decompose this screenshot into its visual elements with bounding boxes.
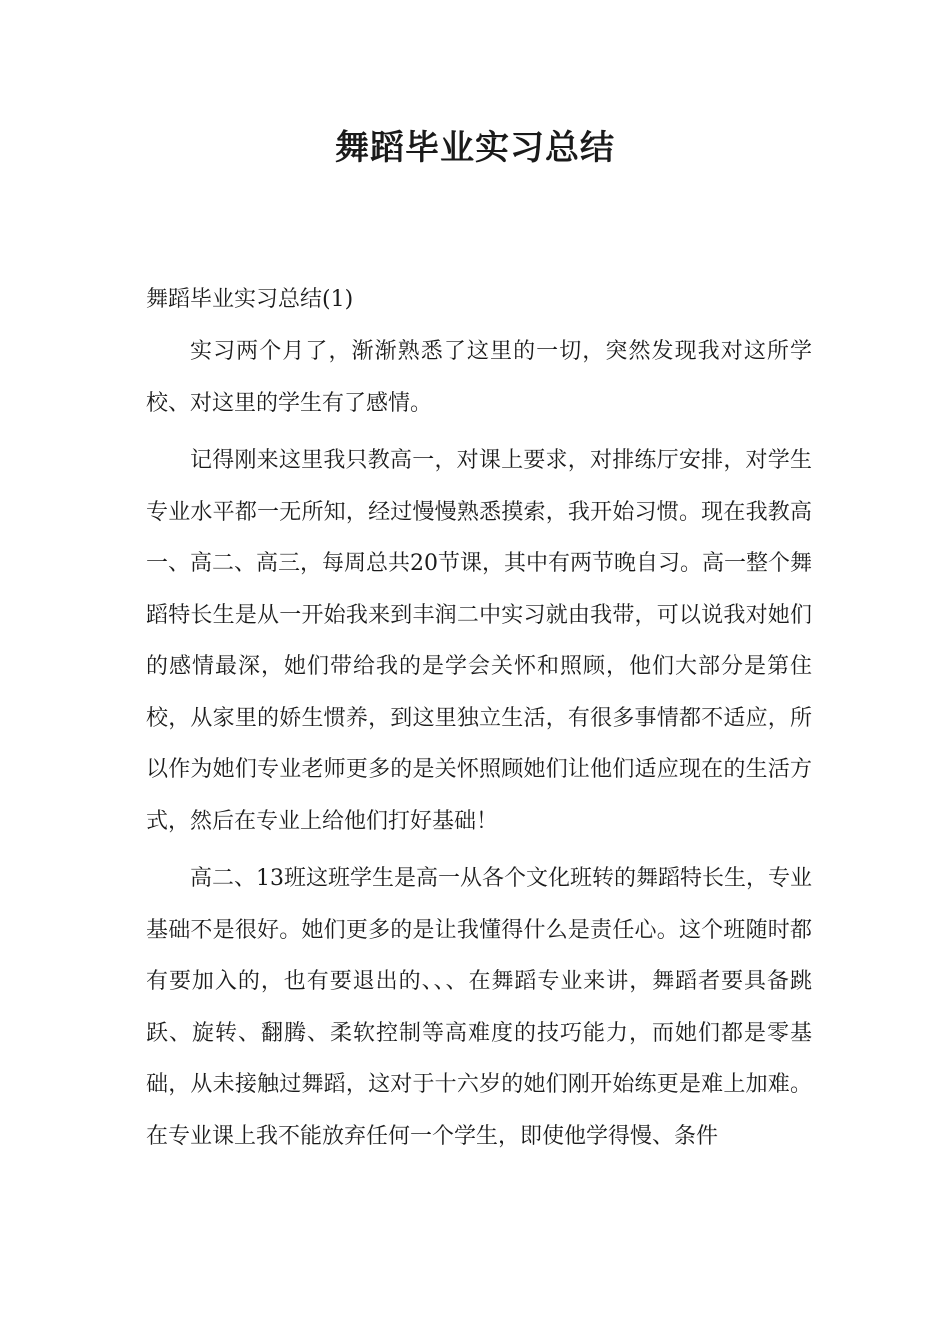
paragraph-1: 实习两个月了，渐渐熟悉了这里的一切，突然发现我对这所学校、对这里的学生有了感情。 [146, 339, 812, 416]
paragraph-3: 高二、13班这班学生是高一从各个文化班转的舞蹈特长生，专业基础不是很好。她们更多的是让我懂得什么是责任心。这个班随时都有要加入的，也有要退出的、、、在舞蹈专业来讲，舞蹈者要具备跳跃、旋转、翻腾、柔软控制等高难度的技巧能力，而她们都是零基础，从未接触过舞蹈，这对于十六岁的她们刚开始练更是难上加难。在专业课上我不能放弃任何一个学生，即使他学得慢、条件 [146, 866, 812, 1149]
paragraph-2: 记得刚来这里我只教高一，对课上要求，对排练厅安排，对学生专业水平都一无所知，经过慢慢熟悉摸索，我开始习惯。现在我教高一、高二、高三，每周总共20节课，其中有两节晚自习。高一整个舞蹈特长生是从一开始我来到丰润二中实习就由我带，可以说我对她们的感情最深，她们带给我的是学会关怀和照顾，他们大部分是第住校，从家里的娇生惯养，到这里独立生活，有很多事情都不适应，所以作为她们专业老师更多的是关怀照顾她们让他们适应现在的生活方式，然后在专业上给他们打好基础！ [146, 448, 812, 834]
document-title: 舞蹈毕业实习总结 [335, 128, 615, 168]
document-body [146, 280, 812, 1162]
section-heading: 舞蹈毕业实习总结(1) [146, 287, 354, 312]
